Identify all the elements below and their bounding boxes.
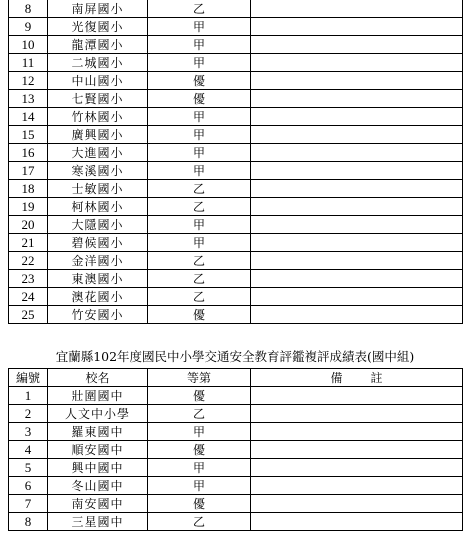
- remark-cell: [251, 126, 463, 144]
- school-name: 東澳國小: [48, 270, 148, 288]
- table-row: [9, 72, 463, 90]
- grade-cell: 甲: [148, 234, 251, 252]
- grade-cell: 乙: [148, 270, 251, 288]
- school-name: 龍潭國小: [48, 36, 148, 54]
- remark-cell: [251, 477, 463, 495]
- school-name: 柯林國小: [48, 198, 148, 216]
- table-header-row: [9, 369, 463, 387]
- table-row: [9, 441, 463, 459]
- table-row: [9, 18, 463, 36]
- school-name: 羅東國中: [48, 423, 148, 441]
- school-name: 廣興國小: [48, 126, 148, 144]
- row-number: 2: [9, 405, 48, 423]
- row-number: 6: [9, 477, 48, 495]
- remark-cell: [251, 495, 463, 513]
- grade-cell: 甲: [148, 144, 251, 162]
- row-number: 5: [9, 459, 48, 477]
- row-number: 9: [9, 18, 48, 36]
- school-name: 大進國小: [48, 144, 148, 162]
- school-name: 竹林國小: [48, 108, 148, 126]
- row-number: 12: [9, 72, 48, 90]
- school-name: 二城國小: [48, 54, 148, 72]
- grade-cell: 乙: [148, 513, 251, 531]
- table-row: [9, 459, 463, 477]
- remark-cell: [251, 513, 463, 531]
- table-row: [9, 0, 463, 18]
- grade-cell: 乙: [148, 0, 251, 18]
- school-name: 士敏國小: [48, 180, 148, 198]
- grade-cell: 甲: [148, 423, 251, 441]
- row-number: 20: [9, 216, 48, 234]
- row-number: 11: [9, 54, 48, 72]
- grade-cell: 甲: [148, 162, 251, 180]
- school-name: 南屏國小: [48, 0, 148, 18]
- row-number: 8: [9, 0, 48, 18]
- grade-cell: 優: [148, 306, 251, 324]
- grade-cell: 乙: [148, 198, 251, 216]
- remark-cell: [251, 270, 463, 288]
- remark-cell: [251, 18, 463, 36]
- elementary-results-table: [8, 0, 463, 324]
- remark-cell: [251, 0, 463, 18]
- table-row: [9, 108, 463, 126]
- row-number: 16: [9, 144, 48, 162]
- remark-cell: [251, 405, 463, 423]
- remark-cell: [251, 144, 463, 162]
- row-number: 13: [9, 90, 48, 108]
- table-row: [9, 252, 463, 270]
- table-row: [9, 495, 463, 513]
- table-row: [9, 477, 463, 495]
- header-school-name: 校名: [48, 369, 148, 387]
- remark-cell: [251, 198, 463, 216]
- grade-cell: 甲: [148, 36, 251, 54]
- remark-cell: [251, 459, 463, 477]
- row-number: 23: [9, 270, 48, 288]
- table-row: [9, 180, 463, 198]
- table-row: [9, 288, 463, 306]
- table-row: [9, 423, 463, 441]
- row-number: 22: [9, 252, 48, 270]
- remark-cell: [251, 72, 463, 90]
- school-name: 大隱國小: [48, 216, 148, 234]
- school-name: 寒溪國小: [48, 162, 148, 180]
- row-number: 4: [9, 441, 48, 459]
- table-row: [9, 90, 463, 108]
- row-number: 7: [9, 495, 48, 513]
- school-name: 中山國小: [48, 72, 148, 90]
- table-row: [9, 36, 463, 54]
- remark-cell: [251, 252, 463, 270]
- table-row: [9, 216, 463, 234]
- grade-cell: 優: [148, 441, 251, 459]
- table-row: [9, 198, 463, 216]
- remark-cell: [251, 36, 463, 54]
- school-name: 澳花國小: [48, 288, 148, 306]
- junior-high-results-table: [8, 368, 463, 531]
- row-number: 19: [9, 198, 48, 216]
- table-row: [9, 405, 463, 423]
- school-name: 碧候國小: [48, 234, 148, 252]
- row-number: 21: [9, 234, 48, 252]
- header-remarks: 備註: [251, 369, 463, 387]
- table-row: [9, 270, 463, 288]
- grade-cell: 甲: [148, 459, 251, 477]
- table-row: [9, 306, 463, 324]
- row-number: 18: [9, 180, 48, 198]
- school-name: 竹安國小: [48, 306, 148, 324]
- remark-cell: [251, 423, 463, 441]
- grade-cell: 甲: [148, 477, 251, 495]
- row-number: 1: [9, 387, 48, 405]
- table-row: [9, 387, 463, 405]
- grade-cell: 優: [148, 72, 251, 90]
- grade-cell: 乙: [148, 180, 251, 198]
- school-name: 三星國中: [48, 513, 148, 531]
- school-name: 七賢國小: [48, 90, 148, 108]
- junior-high-table-caption: 宜蘭縣102年度國民中小學交通安全教育評鑑複評成績表(國中組): [55, 349, 415, 364]
- table-row: [9, 513, 463, 531]
- row-number: 24: [9, 288, 48, 306]
- grade-cell: 甲: [148, 108, 251, 126]
- table-row: [9, 162, 463, 180]
- table-row: [9, 126, 463, 144]
- school-name: 南安國中: [48, 495, 148, 513]
- grade-cell: 優: [148, 495, 251, 513]
- grade-cell: 優: [148, 90, 251, 108]
- row-number: 15: [9, 126, 48, 144]
- grade-cell: 甲: [148, 54, 251, 72]
- grade-cell: 乙: [148, 252, 251, 270]
- remark-cell: [251, 180, 463, 198]
- row-number: 10: [9, 36, 48, 54]
- remark-cell: [251, 54, 463, 72]
- row-number: 17: [9, 162, 48, 180]
- row-number: 3: [9, 423, 48, 441]
- grade-cell: 甲: [148, 216, 251, 234]
- grade-cell: 乙: [148, 288, 251, 306]
- school-name: 光復國小: [48, 18, 148, 36]
- remark-cell: [251, 288, 463, 306]
- remark-cell: [251, 216, 463, 234]
- row-number: 14: [9, 108, 48, 126]
- grade-cell: 甲: [148, 126, 251, 144]
- school-name: 壯圍國中: [48, 387, 148, 405]
- row-number: 8: [9, 513, 48, 531]
- remark-cell: [251, 306, 463, 324]
- remark-cell: [251, 90, 463, 108]
- row-number: 25: [9, 306, 48, 324]
- grade-cell: 甲: [148, 18, 251, 36]
- grade-cell: 優: [148, 387, 251, 405]
- remark-cell: [251, 234, 463, 252]
- school-name: 人文中小學: [48, 405, 148, 423]
- table-row: [9, 144, 463, 162]
- header-grade: 等第: [148, 369, 251, 387]
- school-name: 冬山國中: [48, 477, 148, 495]
- remark-cell: [251, 108, 463, 126]
- remark-cell: [251, 387, 463, 405]
- table-row: [9, 234, 463, 252]
- remark-cell: [251, 162, 463, 180]
- table-row: [9, 54, 463, 72]
- school-name: 順安國中: [48, 441, 148, 459]
- header-number: 編號: [9, 369, 48, 387]
- school-name: 興中國中: [48, 459, 148, 477]
- grade-cell: 乙: [148, 405, 251, 423]
- remark-cell: [251, 441, 463, 459]
- school-name: 金洋國小: [48, 252, 148, 270]
